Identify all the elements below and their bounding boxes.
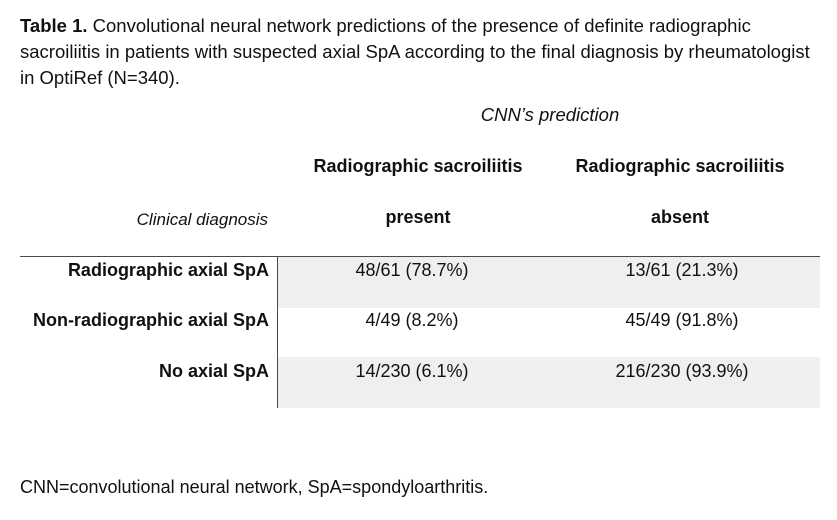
header-divider: [20, 256, 820, 257]
table-row-label-non-radiographic: Non-radiographic axial SpA: [32, 310, 269, 330]
cnn-prediction-heading: CNN’s prediction: [480, 104, 620, 125]
column-header-present-line1: Radiographic sacroiliitis: [313, 156, 523, 176]
table-caption-label: Table 1.: [20, 15, 88, 36]
table-footnote: CNN=convolutional neural network, SpA=spondyloarthritis.: [20, 477, 489, 497]
table-cell-radiographic-present: 48/61 (78.7%): [355, 260, 469, 280]
table-cell-no-axial-spa-present: 14/230 (6.1%): [355, 361, 469, 381]
column-header-absent-line2: absent: [650, 207, 710, 227]
table-caption-text: Convolutional neural network predictions of the presence of definite radiographic sacroiliitis in patients with suspected axial SpA according to the final diagnosis by rheumatologist in OptiRef (N=340).: [20, 15, 810, 88]
table-cell-non-radiographic-present: 4/49 (8.2%): [365, 310, 459, 330]
row-header-label: Clinical diagnosis: [136, 210, 268, 229]
table-row-label-radiographic: Radiographic axial SpA: [67, 260, 269, 280]
table-caption: [20, 13, 810, 91]
table-cell-no-axial-spa-absent: 216/230 (93.9%): [615, 361, 749, 381]
row-label-divider: [277, 256, 278, 408]
column-header-absent-line1: Radiographic sacroiliitis: [575, 156, 785, 176]
table-row-label-no-axial-spa: No axial SpA: [158, 361, 269, 381]
table-cell-non-radiographic-absent: 45/49 (91.8%): [625, 310, 739, 330]
table-cell-radiographic-absent: 13/61 (21.3%): [625, 260, 739, 280]
column-header-present-line2: present: [385, 207, 451, 227]
